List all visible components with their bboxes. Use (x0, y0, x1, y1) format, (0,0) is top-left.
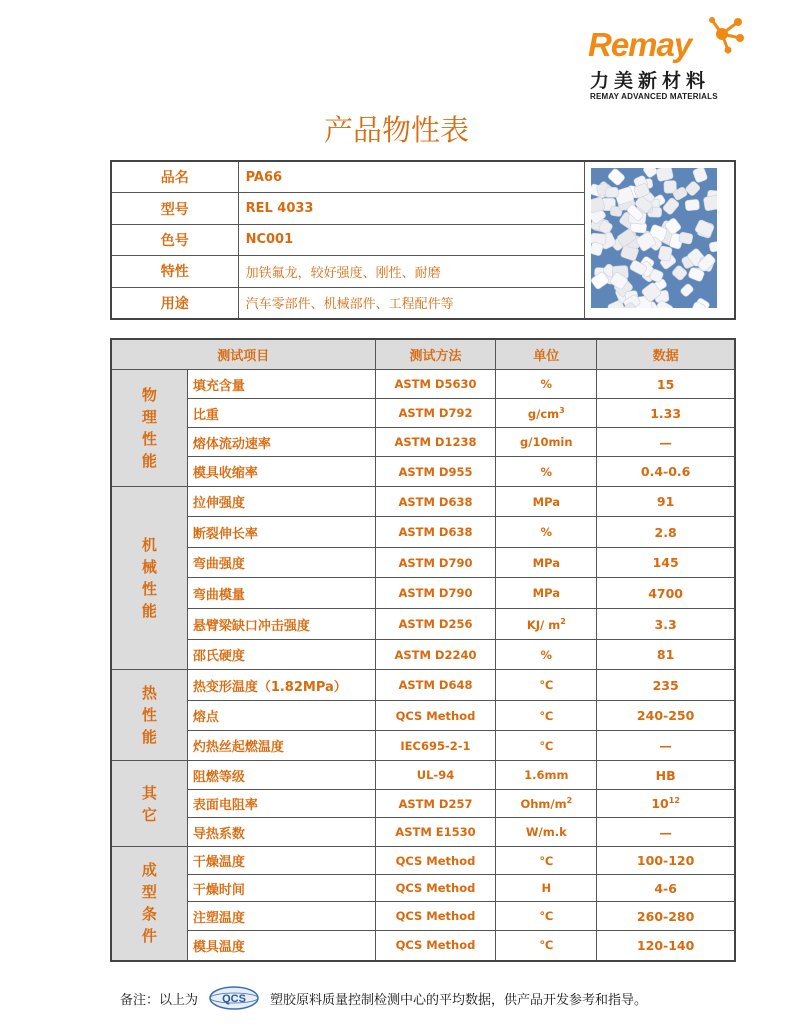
qcs-logo (208, 985, 260, 1011)
property-value (597, 731, 735, 761)
test-method (375, 875, 496, 902)
property-name (187, 670, 375, 701)
property-value (597, 670, 735, 701)
property-value (597, 701, 735, 731)
property-row (111, 731, 735, 761)
property-value-text: 0.4-0.6 (640, 464, 691, 479)
unit (496, 790, 597, 818)
test-method (375, 931, 496, 961)
property-value (597, 578, 735, 609)
property-name (187, 399, 375, 428)
test-method-text: ASTM D790 (398, 586, 473, 600)
category-cell: 物 理 性 能 (111, 370, 187, 487)
test-method-text: ASTM D256 (398, 617, 473, 631)
unit-text: H (541, 881, 552, 895)
logo-chinese-name: 力美新材料 (590, 70, 711, 92)
property-name (187, 761, 375, 790)
unit (496, 548, 597, 578)
unit-text: MPa (532, 494, 560, 509)
test-method-text: ASTM E1530 (395, 825, 476, 839)
unit-text: % (540, 377, 553, 391)
property-name (187, 902, 375, 931)
property-name (187, 875, 375, 902)
category-cell: 机 械 性 能 (111, 487, 187, 670)
logo-brand: Remay (588, 26, 692, 63)
unit (496, 578, 597, 609)
unit-text: ℃ (539, 738, 554, 753)
property-name-text: 干燥温度 (192, 855, 245, 870)
test-method (375, 548, 496, 578)
property-name-text: 干燥时间 (192, 882, 245, 898)
page-title: 产品物性表 (323, 113, 469, 147)
property-name-text: 导热系数 (192, 826, 245, 842)
product-info-table (110, 160, 736, 320)
property-row (111, 370, 735, 399)
property-row (111, 931, 735, 961)
test-method (375, 701, 496, 731)
unit (496, 931, 597, 961)
property-name (187, 370, 375, 399)
molecule-icon (706, 16, 748, 56)
unit-text: ℃ (539, 909, 554, 923)
property-value (597, 609, 735, 640)
pellet-shape (605, 187, 618, 197)
footer-suffix: 塑胶原料质量控制检测中心的平均数据，供产品开发参考和指导。 (270, 992, 648, 1008)
test-method-text: ASTM D638 (398, 494, 473, 509)
test-method-text: ASTM D955 (398, 464, 473, 479)
property-name (187, 609, 375, 640)
property-name-text: 阻燃等级 (192, 769, 245, 785)
unit-text: ℃ (539, 938, 554, 953)
test-method-text: UL-94 (416, 768, 455, 782)
unit (496, 670, 597, 701)
unit (496, 370, 597, 399)
property-name-text: 模具收缩率 (192, 466, 258, 481)
property-name-text: 表面电阻率 (192, 798, 258, 813)
unit-superscript: 2 (566, 796, 573, 806)
property-row (111, 701, 735, 731)
unit-text: % (540, 464, 553, 479)
property-value (597, 428, 735, 457)
property-name-text: 悬臂梁缺口冲击强度 (192, 618, 310, 634)
unit-text: Ohm/m (520, 796, 567, 811)
footer-note (120, 985, 647, 1011)
property-value-text: 145 (652, 555, 679, 570)
property-name-text: 注塑温度 (192, 910, 245, 926)
property-value (597, 875, 735, 902)
property-value (597, 517, 735, 548)
property-row (111, 761, 735, 790)
property-row (111, 517, 735, 548)
test-method (375, 428, 496, 457)
property-row (111, 399, 735, 428)
property-value-superscript: 12 (668, 795, 680, 805)
property-value (597, 931, 735, 961)
property-name (187, 818, 375, 847)
unit (496, 457, 597, 487)
category-cell: 热 性 能 (111, 670, 187, 761)
company-logo (588, 16, 748, 101)
test-method (375, 640, 496, 670)
info-value: 汽车零部件、机械部件、工程配件等 (238, 287, 584, 319)
unit-text: % (540, 525, 553, 539)
property-row (111, 875, 735, 902)
unit-text: ℃ (539, 678, 554, 692)
property-name (187, 731, 375, 761)
property-name (187, 428, 375, 457)
pellets-photo (591, 168, 717, 308)
property-value-text: HB (655, 767, 676, 783)
info-key: 特性 (111, 256, 238, 287)
property-value-text: 120-140 (636, 937, 695, 953)
property-value-text: 4-6 (654, 880, 677, 896)
unit (496, 640, 597, 670)
property-value-text: 1.33 (650, 405, 682, 421)
test-method (375, 517, 496, 548)
unit (496, 902, 597, 931)
property-row (111, 457, 735, 487)
property-name (187, 701, 375, 731)
unit-text: ℃ (539, 853, 554, 868)
unit (496, 875, 597, 902)
test-method (375, 847, 496, 875)
unit (496, 399, 597, 428)
header-item: 测试项目 (111, 339, 375, 370)
info-value: 加铁氟龙，较好强度、刚性、耐磨 (238, 256, 584, 287)
property-name-text: 填充含量 (192, 378, 245, 394)
test-method-text: ASTM D792 (398, 406, 473, 420)
test-method-text: IEC695-2-1 (400, 738, 471, 753)
property-name (187, 548, 375, 578)
test-method (375, 487, 496, 517)
property-name (187, 847, 375, 875)
unit (496, 847, 597, 875)
test-method (375, 457, 496, 487)
property-name (187, 790, 375, 818)
property-row (111, 428, 735, 457)
property-name-text: 邵氏硬度 (192, 649, 245, 664)
test-method-text: ASTM D638 (398, 525, 473, 539)
category-cell: 成 型 条 件 (111, 847, 187, 961)
info-key: 用途 (111, 287, 238, 319)
property-row (111, 640, 735, 670)
property-row (111, 790, 735, 818)
test-method (375, 578, 496, 609)
property-value-text: 260-280 (636, 908, 695, 924)
property-value-text: 15 (656, 376, 675, 392)
test-method-text: ASTM D648 (398, 678, 473, 692)
unit-text: W/m.k (525, 825, 567, 839)
unit (496, 731, 597, 761)
property-name-text: 断裂伸长率 (192, 526, 258, 542)
property-name-text: 弯曲模量 (192, 587, 245, 603)
test-method (375, 761, 496, 790)
info-row (111, 161, 735, 193)
unit-superscript: 2 (560, 616, 566, 626)
test-method-text: QCS Method (395, 853, 476, 868)
property-value (597, 487, 735, 517)
unit (496, 517, 597, 548)
test-method-text: ASTM D2240 (394, 647, 477, 662)
test-method (375, 790, 496, 818)
property-name (187, 457, 375, 487)
test-method (375, 902, 496, 931)
property-value (597, 790, 735, 818)
property-row (111, 487, 735, 517)
info-key: 色号 (111, 224, 238, 255)
test-method (375, 609, 496, 640)
property-name-text: 弯曲强度 (192, 557, 245, 572)
property-name-text: 热变形温度（1.82MPa） (192, 679, 347, 695)
property-value (597, 370, 735, 399)
info-key: 型号 (111, 193, 238, 224)
unit-text: MPa (532, 555, 560, 570)
property-value (597, 640, 735, 670)
property-value-text: 235 (652, 677, 679, 693)
category-cell: 其 它 (111, 761, 187, 847)
property-value (597, 399, 735, 428)
property-value (597, 902, 735, 931)
property-name-text: 熔体流动速率 (192, 436, 271, 452)
unit-superscript: 3 (559, 405, 565, 415)
test-method (375, 370, 496, 399)
property-row (111, 578, 735, 609)
unit (496, 818, 597, 847)
property-value (597, 761, 735, 790)
property-value (597, 818, 735, 847)
property-row (111, 670, 735, 701)
test-method-text: ASTM D1238 (394, 435, 477, 449)
property-value-text: 240-250 (636, 708, 695, 723)
property-row (111, 548, 735, 578)
unit-text: KJ/ m (526, 617, 561, 632)
info-key: 品名 (111, 161, 238, 193)
qcs-logo-text: QCS (222, 993, 246, 1005)
info-value: REL 4033 (238, 193, 584, 224)
property-name-text: 灼热丝起燃温度 (192, 740, 284, 755)
property-value-text: 4700 (648, 585, 684, 601)
test-method-text: QCS Method (395, 708, 476, 723)
test-method-text: ASTM D5630 (394, 377, 477, 391)
property-row (111, 847, 735, 875)
property-value-text: 10 (651, 796, 669, 812)
property-name (187, 640, 375, 670)
property-value-text: 81 (656, 647, 675, 662)
unit (496, 428, 597, 457)
pellet-shape (684, 199, 699, 211)
property-value-text: 91 (656, 494, 675, 509)
unit (496, 761, 597, 790)
property-value (597, 548, 735, 578)
product-photo-cell (584, 161, 735, 319)
test-method-text: QCS Method (395, 938, 476, 953)
header-value: 数据 (597, 339, 735, 370)
property-name (187, 517, 375, 548)
pellet-shape (657, 246, 672, 262)
pellet-shape (703, 195, 717, 212)
property-row (111, 609, 735, 640)
property-name (187, 578, 375, 609)
property-value-text: — (659, 824, 672, 840)
property-row (111, 818, 735, 847)
unit (496, 701, 597, 731)
test-method-text: ASTM D790 (398, 555, 473, 570)
property-value-text: — (659, 738, 672, 753)
logo-english-name: REMAY ADVANCED MATERIALS (590, 92, 718, 101)
unit-text: % (540, 647, 553, 662)
unit (496, 609, 597, 640)
property-name (187, 931, 375, 961)
property-value-text: 3.3 (654, 616, 677, 632)
test-method (375, 670, 496, 701)
header-method: 测试方法 (375, 339, 496, 370)
info-value: PA66 (238, 161, 584, 193)
property-value-text: 100-120 (636, 853, 695, 868)
property-value (597, 847, 735, 875)
header-unit: 单位 (496, 339, 597, 370)
unit (496, 487, 597, 517)
test-method-text: ASTM D257 (398, 796, 473, 811)
unit-text: g/cm (527, 406, 560, 421)
test-method (375, 731, 496, 761)
properties-body (111, 370, 735, 961)
property-value-text: 2.8 (654, 524, 677, 540)
footer-prefix: 备注：以上为 (120, 992, 199, 1008)
test-method-text: QCS Method (395, 909, 476, 923)
property-value-text: — (659, 434, 672, 450)
property-name (187, 487, 375, 517)
test-method (375, 399, 496, 428)
property-name-text: 模具温度 (192, 939, 245, 955)
property-row (111, 902, 735, 931)
property-name-text: 熔点 (192, 710, 219, 725)
info-value: NC001 (238, 224, 584, 255)
properties-header-row (111, 339, 735, 370)
unit-text: g/10min (520, 435, 573, 449)
unit-text: ℃ (539, 708, 554, 723)
property-name-text: 比重 (192, 407, 219, 423)
properties-table (110, 338, 736, 962)
unit-text: MPa (532, 586, 560, 600)
property-value (597, 457, 735, 487)
test-method (375, 818, 496, 847)
unit-text: 1.6mm (524, 768, 569, 782)
test-method-text: QCS Method (395, 881, 476, 895)
property-name-text: 拉伸强度 (192, 496, 245, 511)
